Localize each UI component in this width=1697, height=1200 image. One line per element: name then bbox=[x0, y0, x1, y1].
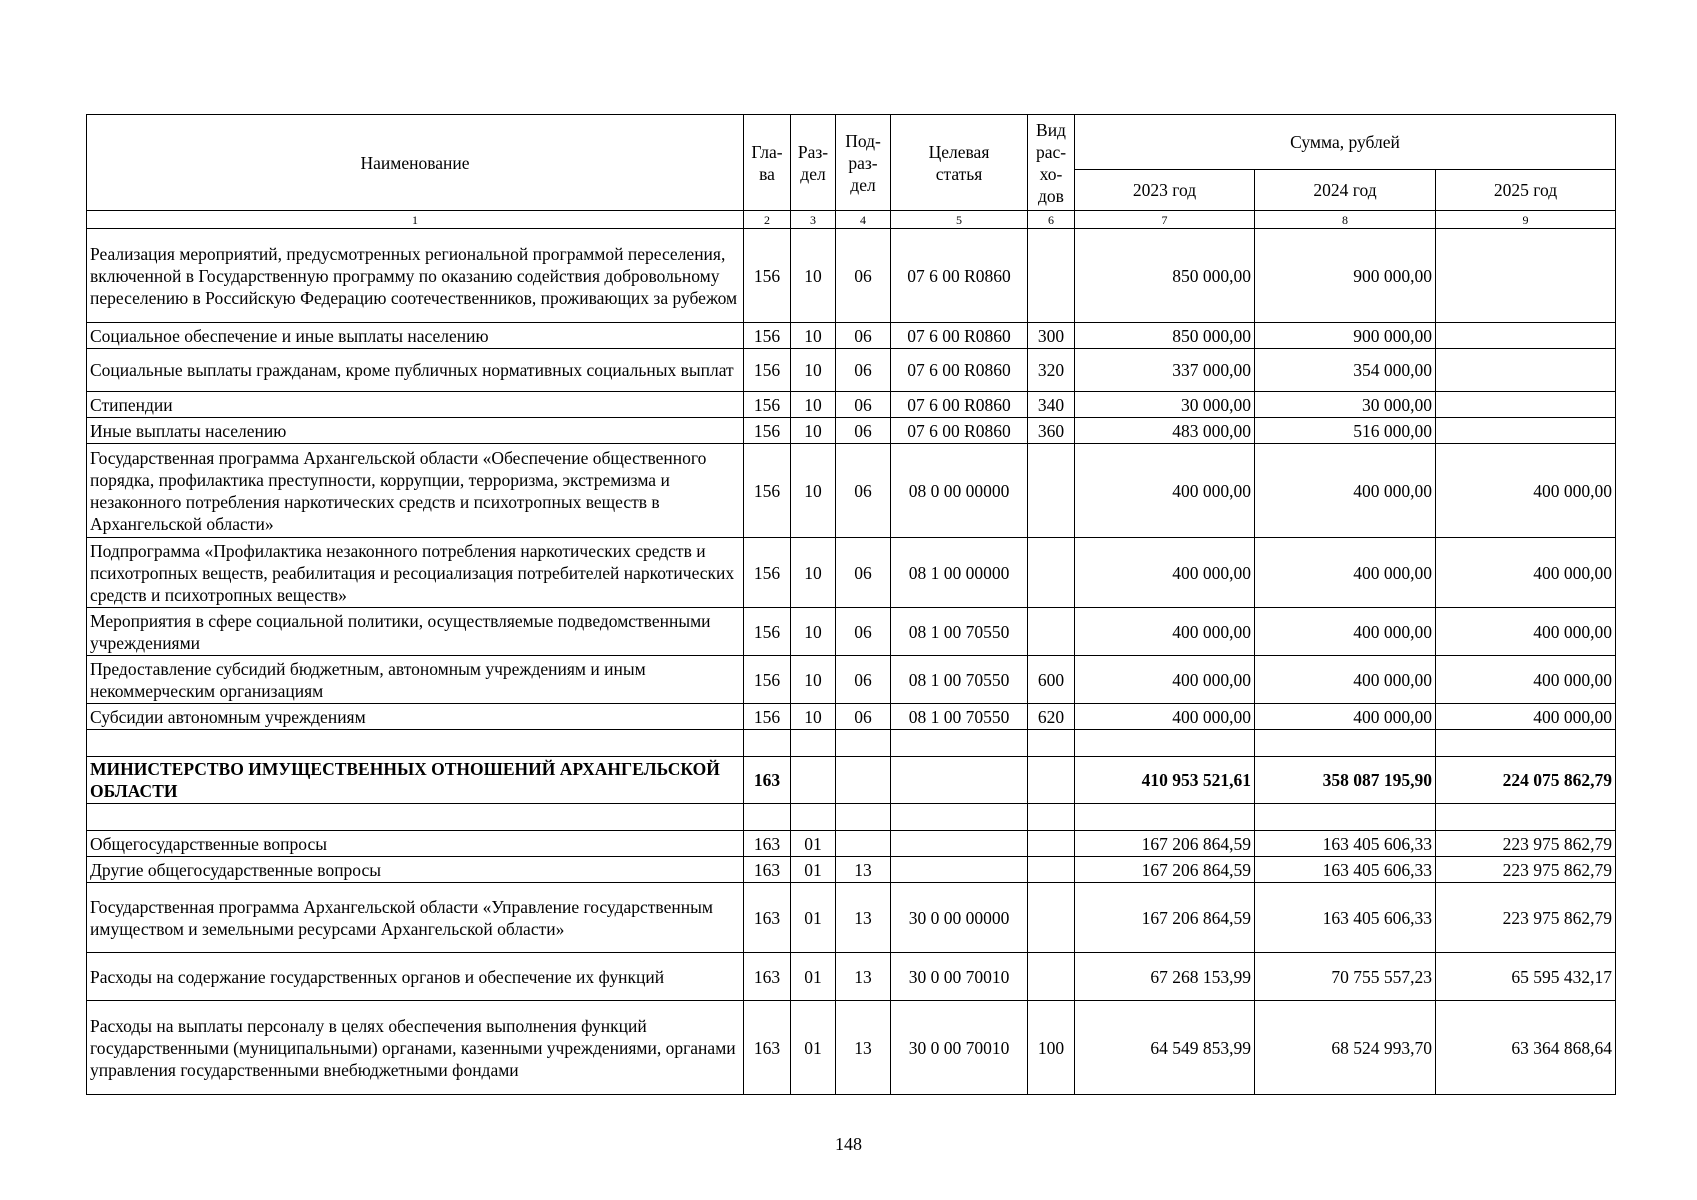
row-celevaya: 08 1 00 70550 bbox=[891, 608, 1028, 656]
row-sum-2023: 64 549 853,99 bbox=[1075, 1001, 1255, 1095]
row-sum-2023: 850 000,00 bbox=[1075, 229, 1255, 323]
row-name: Государственная программа Архангельской области «Обеспечение общественного порядка, профилактика преступности, коррупции, терроризма, экстремизма и незаконного потребления наркотических средств и психотропных веществ в Архангельской области» bbox=[87, 444, 744, 538]
table-row bbox=[87, 883, 1616, 953]
row-glava: 156 bbox=[744, 608, 791, 656]
row-razdel: 10 bbox=[791, 444, 836, 538]
row-sum-2024: 400 000,00 bbox=[1255, 656, 1436, 704]
row-celevaya bbox=[891, 831, 1028, 857]
row-glava: 156 bbox=[744, 538, 791, 608]
row-celevaya: 08 1 00 70550 bbox=[891, 656, 1028, 704]
row-celevaya bbox=[891, 730, 1028, 757]
row-vid: 620 bbox=[1028, 704, 1075, 730]
row-sum-2023: 167 206 864,59 bbox=[1075, 831, 1255, 857]
row-vid: 340 bbox=[1028, 392, 1075, 418]
table-row bbox=[87, 418, 1616, 444]
row-podrazdel: 06 bbox=[836, 704, 891, 730]
row-sum-2025: 400 000,00 bbox=[1436, 704, 1616, 730]
row-podrazdel bbox=[836, 730, 891, 757]
row-sum-2024: 163 405 606,33 bbox=[1255, 857, 1436, 883]
row-razdel: 01 bbox=[791, 883, 836, 953]
row-sum-2025 bbox=[1436, 323, 1616, 349]
row-sum-2024: 516 000,00 bbox=[1255, 418, 1436, 444]
header-summa: Сумма, рублей bbox=[1075, 115, 1616, 170]
row-vid bbox=[1028, 444, 1075, 538]
row-sum-2025 bbox=[1436, 418, 1616, 444]
row-sum-2025: 400 000,00 bbox=[1436, 656, 1616, 704]
row-glava: 156 bbox=[744, 349, 791, 392]
row-sum-2024: 400 000,00 bbox=[1255, 538, 1436, 608]
row-vid bbox=[1028, 953, 1075, 1001]
row-celevaya bbox=[891, 757, 1028, 804]
row-podrazdel: 06 bbox=[836, 608, 891, 656]
row-razdel: 10 bbox=[791, 392, 836, 418]
column-number: 4 bbox=[836, 211, 891, 229]
row-sum-2025: 224 075 862,79 bbox=[1436, 757, 1616, 804]
table-row bbox=[87, 804, 1616, 831]
row-podrazdel: 06 bbox=[836, 444, 891, 538]
row-name: Иные выплаты населению bbox=[87, 418, 744, 444]
row-sum-2025: 400 000,00 bbox=[1436, 538, 1616, 608]
row-vid: 320 bbox=[1028, 349, 1075, 392]
row-vid: 300 bbox=[1028, 323, 1075, 349]
row-sum-2025: 63 364 868,64 bbox=[1436, 1001, 1616, 1095]
column-number: 8 bbox=[1255, 211, 1436, 229]
header-glava: Гла- ва bbox=[744, 115, 791, 211]
row-podrazdel: 13 bbox=[836, 1001, 891, 1095]
row-glava: 163 bbox=[744, 953, 791, 1001]
header-year-2025: 2025 год bbox=[1436, 170, 1616, 211]
header-podrazdel: Под- раз- дел bbox=[836, 115, 891, 211]
row-podrazdel: 06 bbox=[836, 323, 891, 349]
row-celevaya: 30 0 00 70010 bbox=[891, 953, 1028, 1001]
row-podrazdel: 13 bbox=[836, 953, 891, 1001]
row-name: Стипендии bbox=[87, 392, 744, 418]
row-celevaya: 07 6 00 R0860 bbox=[891, 349, 1028, 392]
header-vid: Вид рас- хо- дов bbox=[1028, 115, 1075, 211]
row-vid bbox=[1028, 757, 1075, 804]
row-celevaya: 07 6 00 R0860 bbox=[891, 229, 1028, 323]
column-number: 7 bbox=[1075, 211, 1255, 229]
row-glava: 163 bbox=[744, 1001, 791, 1095]
row-podrazdel: 06 bbox=[836, 418, 891, 444]
table-row bbox=[87, 323, 1616, 349]
row-glava: 163 bbox=[744, 757, 791, 804]
row-glava: 156 bbox=[744, 229, 791, 323]
row-razdel bbox=[791, 804, 836, 831]
header-year-2023: 2023 год bbox=[1075, 170, 1255, 211]
row-sum-2024: 70 755 557,23 bbox=[1255, 953, 1436, 1001]
row-sum-2025: 223 975 862,79 bbox=[1436, 883, 1616, 953]
row-sum-2024: 163 405 606,33 bbox=[1255, 883, 1436, 953]
row-name: Расходы на содержание государственных органов и обеспечение их функций bbox=[87, 953, 744, 1001]
row-celevaya bbox=[891, 804, 1028, 831]
row-razdel: 01 bbox=[791, 831, 836, 857]
row-sum-2025: 400 000,00 bbox=[1436, 608, 1616, 656]
row-celevaya: 30 0 00 00000 bbox=[891, 883, 1028, 953]
row-glava: 156 bbox=[744, 444, 791, 538]
row-name: Подпрограмма «Профилактика незаконного потребления наркотических средств и психотропных веществ, реабилитация и ресоциализация потребителей наркотических средств и психотропных веществ» bbox=[87, 538, 744, 608]
header-year-2024: 2024 год bbox=[1255, 170, 1436, 211]
column-number: 3 bbox=[791, 211, 836, 229]
row-sum-2023: 400 000,00 bbox=[1075, 538, 1255, 608]
header-name: Наименование bbox=[87, 115, 744, 211]
row-glava: 156 bbox=[744, 704, 791, 730]
row-name bbox=[87, 804, 744, 831]
row-sum-2023: 337 000,00 bbox=[1075, 349, 1255, 392]
row-celevaya: 07 6 00 R0860 bbox=[891, 418, 1028, 444]
row-sum-2024: 400 000,00 bbox=[1255, 444, 1436, 538]
row-sum-2023: 400 000,00 bbox=[1075, 704, 1255, 730]
row-sum-2025: 223 975 862,79 bbox=[1436, 857, 1616, 883]
row-sum-2023: 850 000,00 bbox=[1075, 323, 1255, 349]
column-number: 1 bbox=[87, 211, 744, 229]
table-row bbox=[87, 349, 1616, 392]
row-glava: 163 bbox=[744, 831, 791, 857]
row-razdel: 01 bbox=[791, 953, 836, 1001]
table-row bbox=[87, 730, 1616, 757]
row-razdel: 10 bbox=[791, 608, 836, 656]
row-sum-2023: 400 000,00 bbox=[1075, 656, 1255, 704]
row-sum-2025 bbox=[1436, 349, 1616, 392]
row-name: Реализация мероприятий, предусмотренных региональной программой переселения, включенной в Государственную программу по оказанию содействия добровольному переселению в Российскую Федерацию соотечественников, проживающих за рубежом bbox=[87, 229, 744, 323]
row-podrazdel bbox=[836, 831, 891, 857]
row-name bbox=[87, 730, 744, 757]
row-razdel: 10 bbox=[791, 656, 836, 704]
row-razdel: 10 bbox=[791, 704, 836, 730]
row-podrazdel: 06 bbox=[836, 349, 891, 392]
row-sum-2023: 400 000,00 bbox=[1075, 608, 1255, 656]
row-razdel bbox=[791, 757, 836, 804]
row-sum-2023: 30 000,00 bbox=[1075, 392, 1255, 418]
row-name: Социальные выплаты гражданам, кроме публичных нормативных социальных выплат bbox=[87, 349, 744, 392]
row-name: Другие общегосударственные вопросы bbox=[87, 857, 744, 883]
table-row bbox=[87, 831, 1616, 857]
column-number: 5 bbox=[891, 211, 1028, 229]
table-row bbox=[87, 953, 1616, 1001]
row-vid bbox=[1028, 608, 1075, 656]
row-glava: 156 bbox=[744, 656, 791, 704]
row-vid: 360 bbox=[1028, 418, 1075, 444]
row-sum-2023 bbox=[1075, 730, 1255, 757]
row-name: Социальное обеспечение и иные выплаты населению bbox=[87, 323, 744, 349]
table-row bbox=[87, 857, 1616, 883]
table-row bbox=[87, 392, 1616, 418]
row-razdel: 10 bbox=[791, 229, 836, 323]
row-sum-2023: 410 953 521,61 bbox=[1075, 757, 1255, 804]
row-celevaya: 08 0 00 00000 bbox=[891, 444, 1028, 538]
table-body bbox=[87, 229, 1616, 1095]
header-celevaya: Целевая статья bbox=[891, 115, 1028, 211]
row-vid bbox=[1028, 804, 1075, 831]
row-sum-2025 bbox=[1436, 229, 1616, 323]
row-sum-2025: 65 595 432,17 bbox=[1436, 953, 1616, 1001]
row-celevaya: 07 6 00 R0860 bbox=[891, 323, 1028, 349]
column-number: 6 bbox=[1028, 211, 1075, 229]
row-glava: 156 bbox=[744, 323, 791, 349]
row-sum-2024: 900 000,00 bbox=[1255, 323, 1436, 349]
row-razdel: 10 bbox=[791, 323, 836, 349]
row-sum-2023: 167 206 864,59 bbox=[1075, 883, 1255, 953]
row-razdel bbox=[791, 730, 836, 757]
row-sum-2025 bbox=[1436, 730, 1616, 757]
row-sum-2023: 483 000,00 bbox=[1075, 418, 1255, 444]
row-sum-2025: 400 000,00 bbox=[1436, 444, 1616, 538]
row-sum-2023: 400 000,00 bbox=[1075, 444, 1255, 538]
row-podrazdel: 13 bbox=[836, 857, 891, 883]
row-name: МИНИСТЕРСТВО ИМУЩЕСТВЕННЫХ ОТНОШЕНИЙ АРХАНГЕЛЬСКОЙ ОБЛАСТИ bbox=[87, 757, 744, 804]
row-sum-2023: 67 268 153,99 bbox=[1075, 953, 1255, 1001]
row-name: Расходы на выплаты персоналу в целях обеспечения выполнения функций государственными (муниципальными) органами, казенными учреждениями, органами управления государственными внебюджетными фондами bbox=[87, 1001, 744, 1095]
row-podrazdel: 06 bbox=[836, 656, 891, 704]
table-row bbox=[87, 538, 1616, 608]
budget-table bbox=[86, 114, 1616, 1095]
row-vid: 600 bbox=[1028, 656, 1075, 704]
row-name: Общегосударственные вопросы bbox=[87, 831, 744, 857]
row-vid: 100 bbox=[1028, 1001, 1075, 1095]
table-row bbox=[87, 444, 1616, 538]
row-celevaya: 08 1 00 00000 bbox=[891, 538, 1028, 608]
row-vid bbox=[1028, 229, 1075, 323]
row-sum-2023 bbox=[1075, 804, 1255, 831]
row-sum-2025 bbox=[1436, 804, 1616, 831]
table-row bbox=[87, 757, 1616, 804]
row-glava bbox=[744, 730, 791, 757]
row-celevaya bbox=[891, 857, 1028, 883]
row-celevaya: 08 1 00 70550 bbox=[891, 704, 1028, 730]
row-sum-2024: 400 000,00 bbox=[1255, 704, 1436, 730]
row-podrazdel bbox=[836, 804, 891, 831]
table-row bbox=[87, 1001, 1616, 1095]
row-sum-2024 bbox=[1255, 730, 1436, 757]
table-row bbox=[87, 608, 1616, 656]
row-celevaya: 30 0 00 70010 bbox=[891, 1001, 1028, 1095]
row-name: Предоставление субсидий бюджетным, автономным учреждениям и иным некоммерческим организациям bbox=[87, 656, 744, 704]
row-name: Государственная программа Архангельской области «Управление государственным имуществом и земельными ресурсами Архангельской области» bbox=[87, 883, 744, 953]
header-razdel: Раз- дел bbox=[791, 115, 836, 211]
row-sum-2024: 163 405 606,33 bbox=[1255, 831, 1436, 857]
row-razdel: 10 bbox=[791, 538, 836, 608]
row-glava: 163 bbox=[744, 857, 791, 883]
table-row bbox=[87, 229, 1616, 323]
column-number: 2 bbox=[744, 211, 791, 229]
row-name: Субсидии автономным учреждениям bbox=[87, 704, 744, 730]
row-sum-2024: 30 000,00 bbox=[1255, 392, 1436, 418]
row-glava: 163 bbox=[744, 883, 791, 953]
row-sum-2024: 354 000,00 bbox=[1255, 349, 1436, 392]
row-sum-2023: 167 206 864,59 bbox=[1075, 857, 1255, 883]
column-number: 9 bbox=[1436, 211, 1616, 229]
row-celevaya: 07 6 00 R0860 bbox=[891, 392, 1028, 418]
row-podrazdel: 06 bbox=[836, 392, 891, 418]
row-glava: 156 bbox=[744, 418, 791, 444]
row-sum-2024 bbox=[1255, 804, 1436, 831]
row-vid bbox=[1028, 730, 1075, 757]
row-vid bbox=[1028, 831, 1075, 857]
column-number-row bbox=[87, 211, 1616, 229]
row-sum-2025 bbox=[1436, 392, 1616, 418]
row-sum-2025: 223 975 862,79 bbox=[1436, 831, 1616, 857]
row-podrazdel: 06 bbox=[836, 538, 891, 608]
row-vid bbox=[1028, 538, 1075, 608]
row-podrazdel: 06 bbox=[836, 229, 891, 323]
page-number: 148 bbox=[835, 1134, 862, 1154]
row-sum-2024: 900 000,00 bbox=[1255, 229, 1436, 323]
row-podrazdel: 13 bbox=[836, 883, 891, 953]
row-glava bbox=[744, 804, 791, 831]
row-glava: 156 bbox=[744, 392, 791, 418]
table-row bbox=[87, 704, 1616, 730]
row-podrazdel bbox=[836, 757, 891, 804]
row-sum-2024: 358 087 195,90 bbox=[1255, 757, 1436, 804]
table-row bbox=[87, 656, 1616, 704]
row-razdel: 01 bbox=[791, 857, 836, 883]
row-sum-2024: 68 524 993,70 bbox=[1255, 1001, 1436, 1095]
row-razdel: 10 bbox=[791, 349, 836, 392]
row-vid bbox=[1028, 857, 1075, 883]
row-vid bbox=[1028, 883, 1075, 953]
row-razdel: 10 bbox=[791, 418, 836, 444]
row-name: Мероприятия в сфере социальной политики, осуществляемые подведомственными учреждениями bbox=[87, 608, 744, 656]
row-razdel: 01 bbox=[791, 1001, 836, 1095]
row-sum-2024: 400 000,00 bbox=[1255, 608, 1436, 656]
